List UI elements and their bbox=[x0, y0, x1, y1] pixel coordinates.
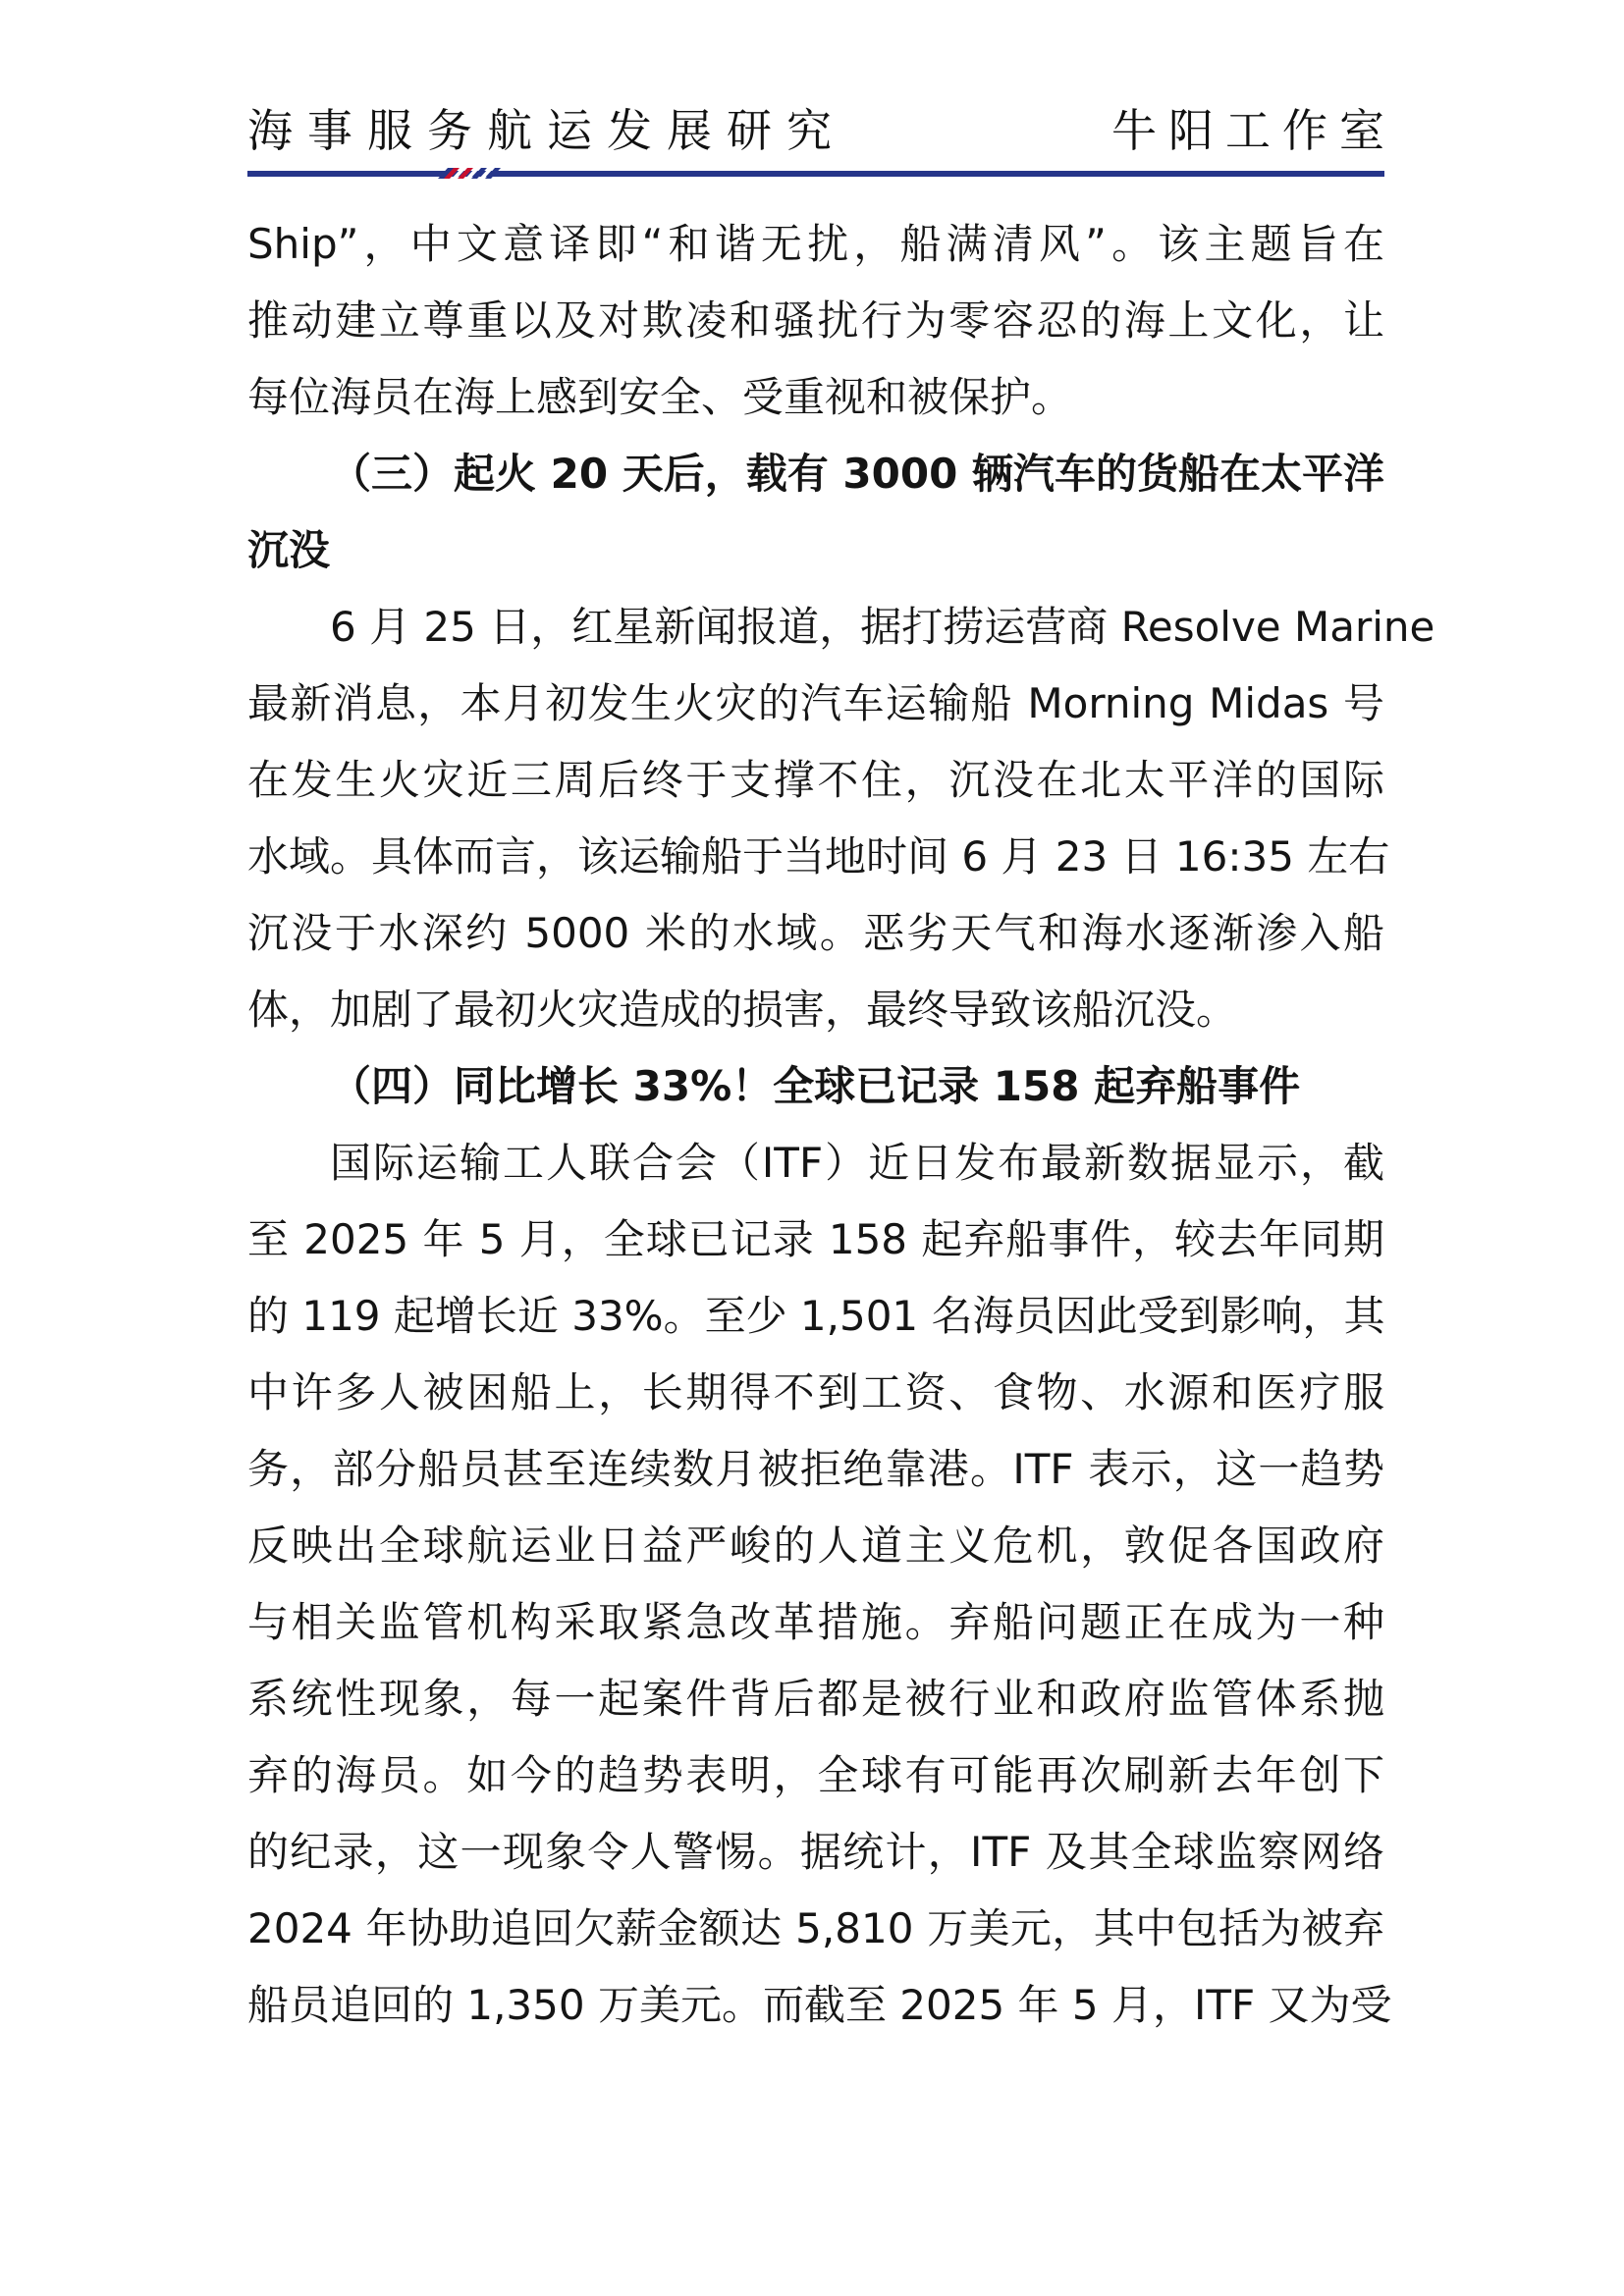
paragraph-line: 的 119 起增长近 33%。至少 1,501 名海员因此受到影响，其 bbox=[247, 1292, 1385, 1340]
paragraph-line: 的纪录，这一现象令人警惕。据统计，ITF 及其全球监察网络 bbox=[247, 1828, 1384, 1876]
paragraph-line: 务，部分船员甚至连续数月被拒绝靠港。ITF 表示，这一趋势 bbox=[247, 1445, 1384, 1493]
paragraph-line: Ship”，中文意译即“和谐无扰，船满清风”。该主题旨在 bbox=[247, 220, 1384, 268]
paragraph-line: 水域。具体而言，该运输船于当地时间 6 月 23 日 16:35 左右 bbox=[247, 832, 1390, 881]
document-body bbox=[247, 206, 1435, 2044]
paragraph-line: 船员追回的 1,350 万美元。而截至 2025 年 5 月，ITF 又为受 bbox=[247, 1981, 1392, 2029]
header-title: 海事服务航运发展研究 bbox=[247, 104, 846, 157]
paragraph-line: 弃的海员。如今的趋势表明，全球有可能再次刷新去年创下 bbox=[247, 1751, 1384, 1799]
header-studio-name: 牛阳工作室 bbox=[1111, 104, 1396, 157]
paragraph-line: 推动建立尊重以及对欺凌和骚扰行为零容忍的海上文化，让 bbox=[247, 296, 1384, 345]
header-rule-bar bbox=[247, 171, 1384, 177]
paragraph-line: 至 2025 年 5 月，全球已记录 158 起弃船事件，较去年同期 bbox=[247, 1215, 1384, 1263]
paragraph-line: 与相关监管机构采取紧急改革措施。弃船问题正在成为一种 bbox=[247, 1598, 1384, 1646]
paragraph-line: 中许多人被困船上，长期得不到工资、食物、水源和医疗服 bbox=[247, 1368, 1384, 1416]
paragraph-line: 最新消息，本月初发生火灾的汽车运输船 Morning Midas 号 bbox=[247, 679, 1384, 727]
section-heading-4: （四）同比增长 33%！全球已记录 158 起弃船事件 bbox=[330, 1062, 1301, 1110]
paragraph-line: 反映出全球航运业日益严峻的人道主义危机，敦促各国政府 bbox=[247, 1522, 1384, 1570]
paragraph-line: 国际运输工人联合会（ITF）近日发布最新数据显示，截 bbox=[330, 1139, 1384, 1187]
paragraph-line: 沉没于水深约 5000 米的水域。恶劣天气和海水逐渐渗入船 bbox=[247, 909, 1384, 957]
paragraph-line: 每位海员在海上感到安全、受重视和被保护。 bbox=[247, 373, 1073, 421]
paragraph-line: 2024 年协助追回欠薪金额达 5,810 万美元，其中包括为被弃 bbox=[247, 1904, 1384, 1952]
paragraph-line: 体，加剧了最初火灾造成的损害，最终导致该船沉没。 bbox=[247, 986, 1238, 1034]
paragraph-line: 在发生火灾近三周后终于支撑不住，沉没在北太平洋的国际 bbox=[247, 756, 1384, 804]
page-header bbox=[247, 96, 1396, 165]
paragraph-line: 6 月 25 日，红星新闻报道，据打捞运营商 Resolve Marine bbox=[330, 603, 1435, 651]
section-heading-3-cont: 沉没 bbox=[247, 526, 331, 574]
paragraph-line: 系统性现象，每一起案件背后都是被行业和政府监管体系抛 bbox=[247, 1675, 1384, 1723]
header-rule bbox=[0, 165, 1624, 183]
section-heading-3: （三）起火 20 天后，载有 3000 辆汽车的货船在太平洋 bbox=[330, 450, 1384, 498]
